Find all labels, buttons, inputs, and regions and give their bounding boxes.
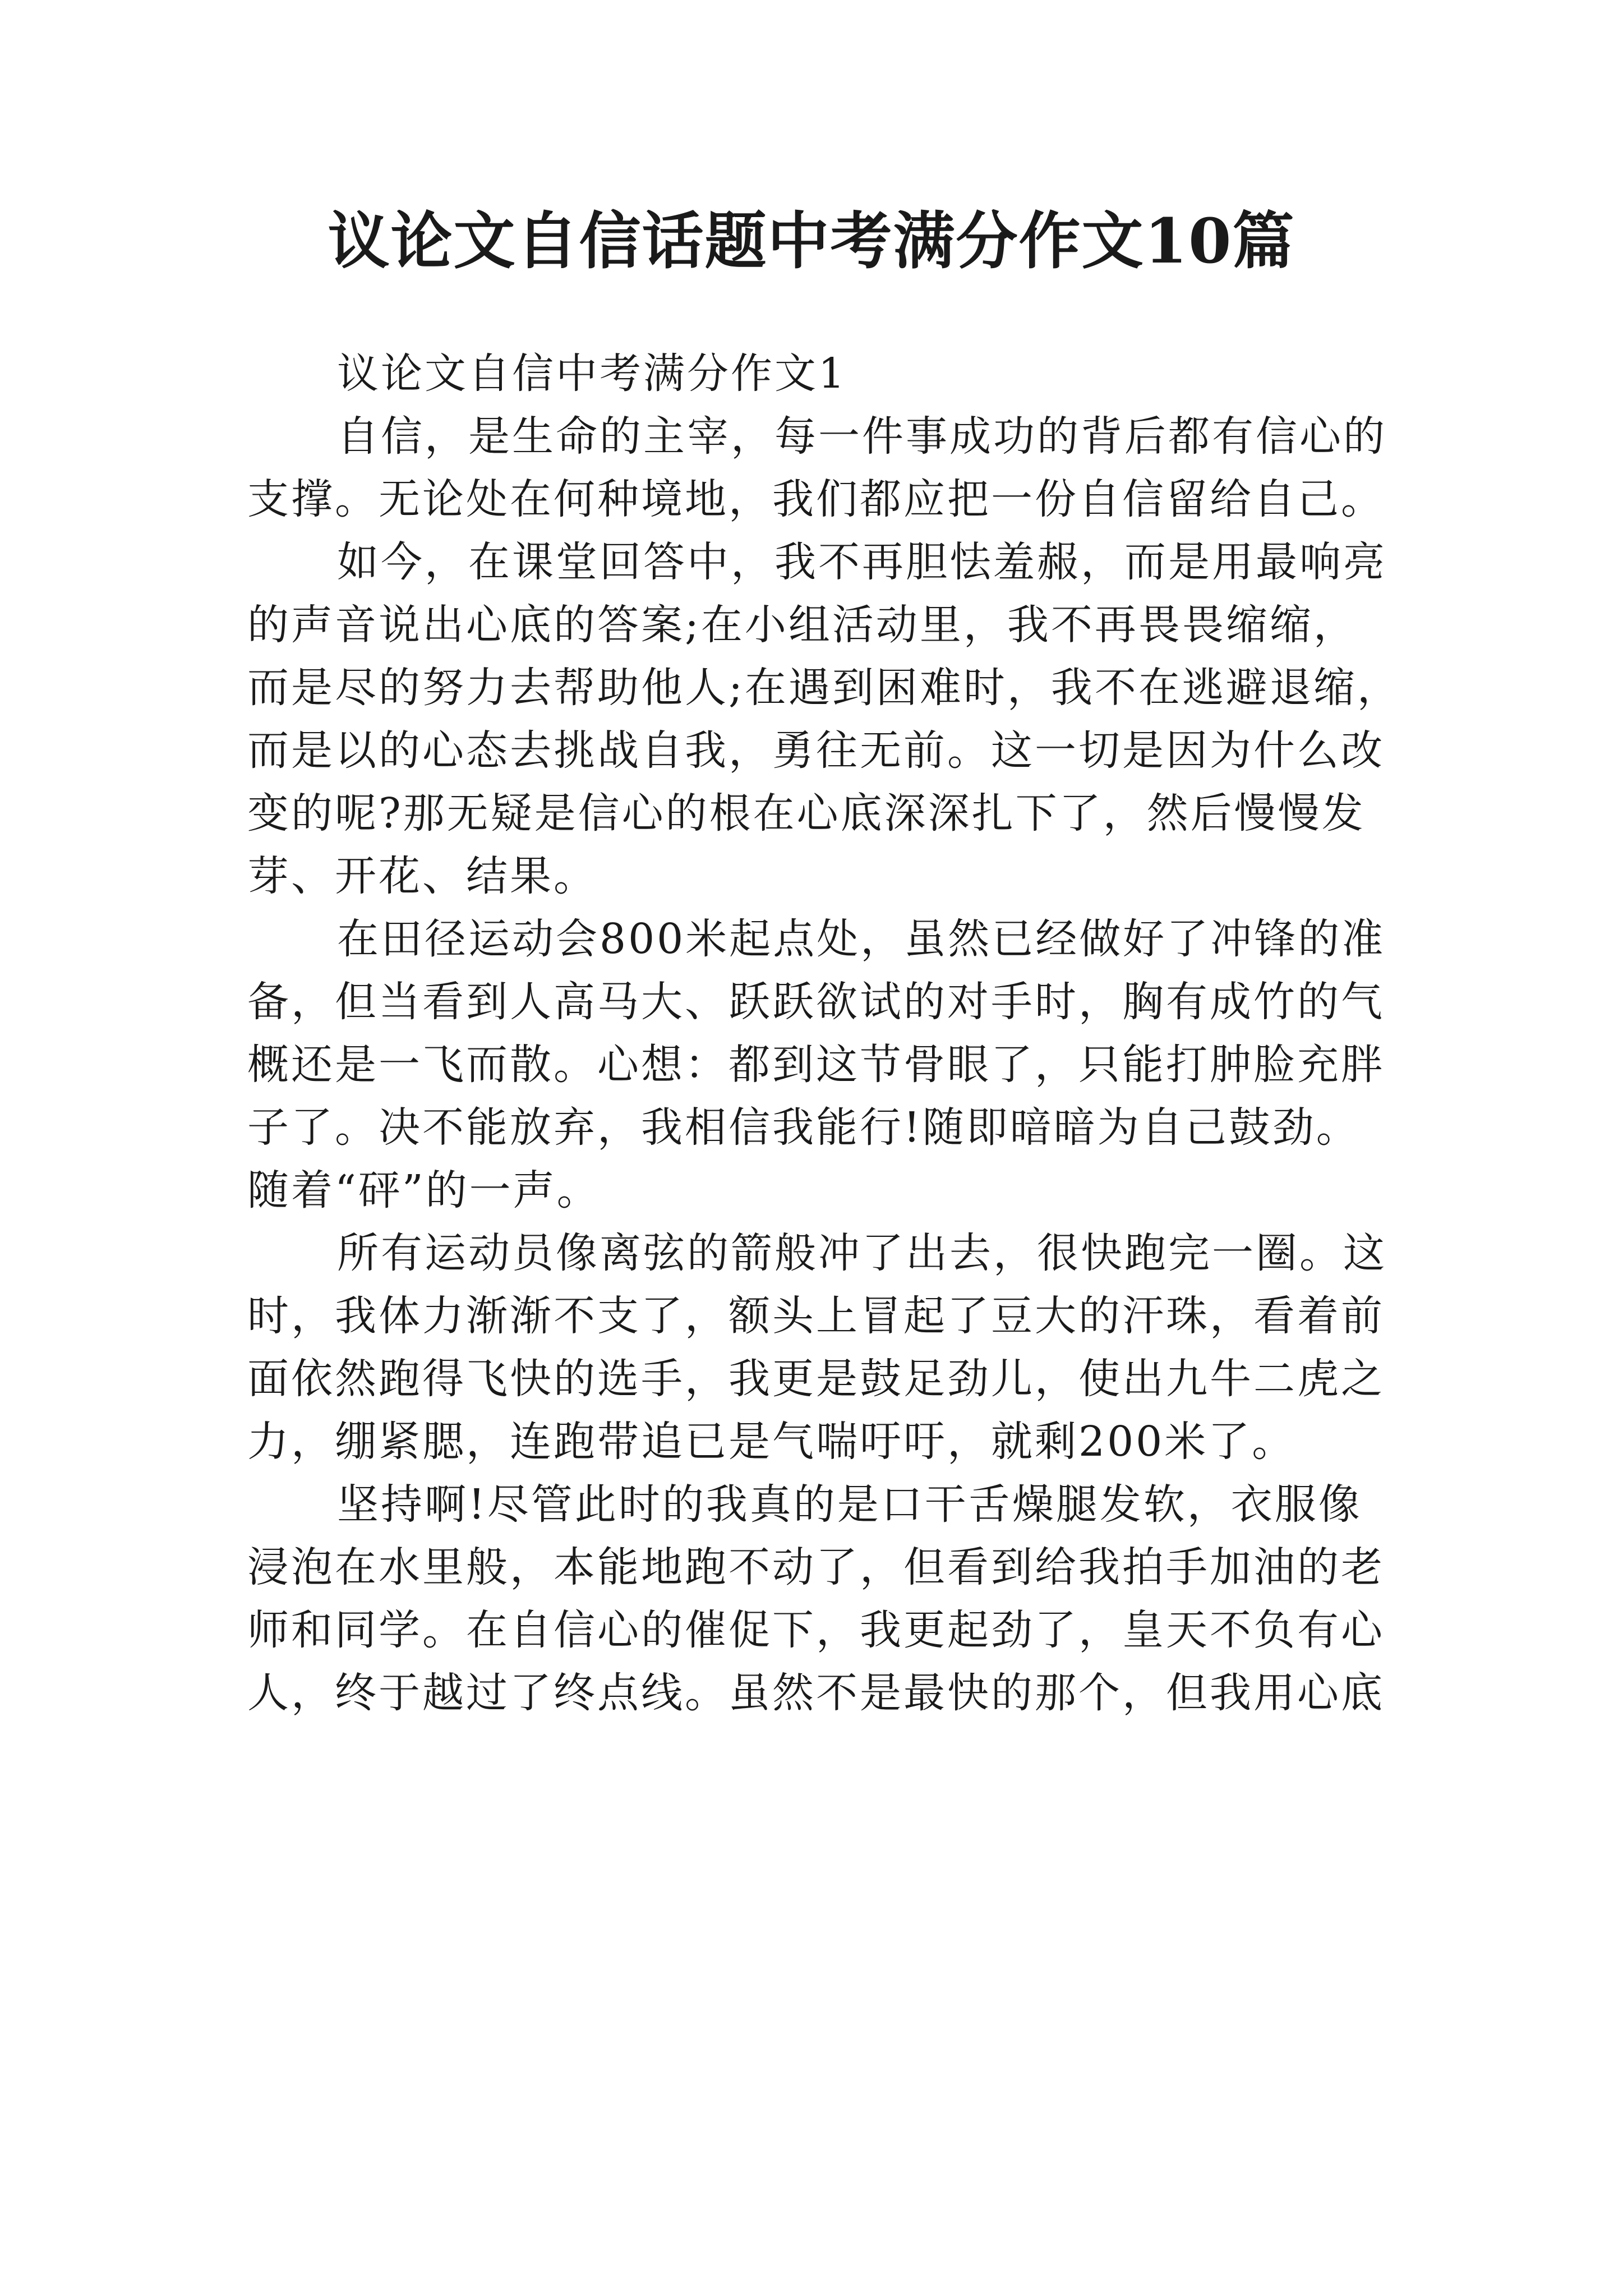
document-title: 议论文自信话题中考满分作文10篇 [328,205,1295,277]
text-line: 芽、开花、结果。 [247,852,597,900]
text-line: 面依然跑得飞快的选手，我更是鼓足劲儿，使出九牛二虎之 [247,1355,1385,1403]
text-line: 议论文自信中考满分作文1 [337,349,847,398]
text-line: 时，我体力渐渐不支了，额头上冒起了豆大的汗珠，看着前 [247,1292,1385,1340]
text-line: 所有运动员像离弦的箭般冲了出去，很快跑完一圈。这 [337,1229,1387,1277]
text-line: 坚持啊!尽管此时的我真的是口干舌燥腿发软，衣服像 [337,1480,1362,1529]
text-line: 概还是一飞而散。心想：都到这节骨眼了，只能打肿脸充胖 [247,1041,1385,1089]
text-line: 变的呢?那无疑是信心的根在心底深深扎下了，然后慢慢发 [247,789,1366,838]
text-line: 子了。决不能放弃，我相信我能行!随即暗暗为自己鼓劲。 [247,1103,1360,1152]
text-line: 的声音说出心底的答案;在小组活动里，我不再畏畏缩缩， [247,601,1357,649]
text-line: 随着“砰”的一声。 [247,1166,601,1214]
text-line: 人，终于越过了终点线。虽然不是最快的那个，但我用心底 [247,1669,1385,1717]
text-line: 师和同学。在自信心的催促下，我更起劲了，皇天不负有心 [247,1606,1385,1654]
text-line: 而是以的心态去挑战自我，勇往无前。这一切是因为什么改 [247,726,1385,775]
text-line: 力，绷紧腮，连跑带追已是气喘吁吁，就剩200米了。 [247,1418,1296,1466]
document-body [247,342,1401,1724]
text-line: 在田径运动会800米起点处，虽然已经做好了冲锋的准 [337,915,1386,963]
text-line: 如今，在课堂回答中，我不再胆怯羞赧，而是用最响亮 [337,538,1387,586]
text-line: 备，但当看到人高马大、跃跃欲试的对手时，胸有成竹的气 [247,978,1385,1026]
text-line: 浸泡在水里般，本能地跑不动了，但看到给我拍手加油的老 [247,1543,1385,1591]
text-line: 而是尽的努力去帮助他人;在遇到困难时，我不在逃避退缩， [247,664,1401,712]
text-line: 自信，是生命的主宰，每一件事成功的背后都有信心的 [337,412,1387,461]
text-line: 支撑。无论处在何种境地，我们都应把一份自信留给自己。 [247,475,1385,523]
